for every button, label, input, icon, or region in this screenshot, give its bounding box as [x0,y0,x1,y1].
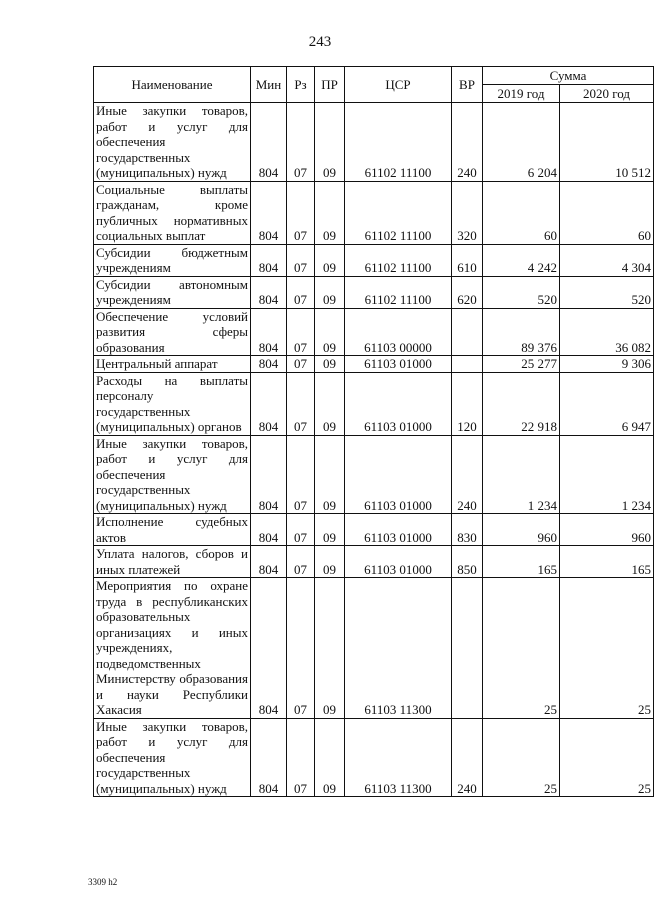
cell-min: 804 [251,181,287,244]
table-row [94,356,654,373]
cell-rz: 07 [287,514,315,546]
cell-pr: 09 [315,718,345,797]
cell-2020: 10 512 [560,103,654,182]
cell-csr: 61103 01000 [345,435,452,514]
table-row [94,244,654,276]
cell-vr: 620 [452,276,483,308]
cell-name: Обеспечение условий развития сферы образования [94,308,251,356]
cell-2019: 25 [483,578,560,719]
cell-min: 804 [251,546,287,578]
cell-2019: 960 [483,514,560,546]
cell-name: Уплата налогов, сборов и иных платежей [94,546,251,578]
cell-name: Мероприятия по охране труда в республиканских образовательных организациях и иных учреждениях, подведомственных Министерству образования и науки Республики Хакасия [94,578,251,719]
cell-min: 804 [251,103,287,182]
cell-rz: 07 [287,718,315,797]
cell-min: 804 [251,718,287,797]
cell-rz: 07 [287,546,315,578]
cell-rz: 07 [287,103,315,182]
cell-vr [452,356,483,373]
cell-2020: 36 082 [560,308,654,356]
cell-2019: 25 277 [483,356,560,373]
footer-code: 3309 h2 [88,877,118,887]
cell-csr: 61102 11100 [345,244,452,276]
cell-2020: 4 304 [560,244,654,276]
cell-csr: 61103 11300 [345,718,452,797]
header-rz: Рз [287,67,315,103]
cell-rz: 07 [287,372,315,435]
cell-2020: 960 [560,514,654,546]
budget-table-container [93,66,653,797]
cell-2020: 60 [560,181,654,244]
cell-2019: 165 [483,546,560,578]
cell-vr: 240 [452,435,483,514]
header-row [94,67,654,85]
cell-name: Центральный аппарат [94,356,251,373]
cell-csr: 61102 11100 [345,103,452,182]
cell-2020: 165 [560,546,654,578]
cell-2020: 9 306 [560,356,654,373]
table-row [94,435,654,514]
cell-2019: 1 234 [483,435,560,514]
table-row [94,546,654,578]
cell-vr: 610 [452,244,483,276]
header-vr: ВР [452,67,483,103]
cell-pr: 09 [315,435,345,514]
header-2019: 2019 год [483,85,560,103]
cell-pr: 09 [315,578,345,719]
cell-vr: 240 [452,718,483,797]
cell-2020: 25 [560,718,654,797]
cell-name: Расходы на выплаты персоналу государственных (муниципальных) органов [94,372,251,435]
cell-min: 804 [251,372,287,435]
header-sum: Сумма [483,67,654,85]
header-pr: ПР [315,67,345,103]
cell-vr: 830 [452,514,483,546]
cell-min: 804 [251,435,287,514]
cell-rz: 07 [287,356,315,373]
table-row [94,514,654,546]
cell-vr: 120 [452,372,483,435]
cell-min: 804 [251,578,287,719]
cell-csr: 61102 11100 [345,276,452,308]
cell-2020: 25 [560,578,654,719]
cell-2019: 89 376 [483,308,560,356]
cell-pr: 09 [315,244,345,276]
cell-csr: 61103 01000 [345,546,452,578]
page-number: 243 [308,34,332,50]
cell-2020: 520 [560,276,654,308]
cell-2019: 60 [483,181,560,244]
cell-rz: 07 [287,276,315,308]
cell-rz: 07 [287,308,315,356]
table-row [94,181,654,244]
cell-rz: 07 [287,181,315,244]
cell-pr: 09 [315,181,345,244]
cell-2019: 4 242 [483,244,560,276]
cell-min: 804 [251,356,287,373]
header-min: Мин [251,67,287,103]
table-row [94,103,654,182]
cell-2019: 22 918 [483,372,560,435]
cell-min: 804 [251,276,287,308]
cell-pr: 09 [315,546,345,578]
cell-rz: 07 [287,244,315,276]
header-name: Наименование [94,67,251,103]
cell-pr: 09 [315,372,345,435]
cell-name: Субсидии бюджетным учреждениям [94,244,251,276]
cell-name: Иные закупки товаров, работ и услуг для обеспечения государственных (муниципальных) нужд [94,103,251,182]
budget-table [93,66,654,797]
cell-csr: 61102 11100 [345,181,452,244]
cell-name: Субсидии автономным учреждениям [94,276,251,308]
cell-name: Исполнение судебных актов [94,514,251,546]
cell-2019: 520 [483,276,560,308]
cell-csr: 61103 01000 [345,514,452,546]
table-row [94,578,654,719]
cell-name: Иные закупки товаров, работ и услуг для обеспечения государственных (муниципальных) нужд [94,718,251,797]
cell-2020: 6 947 [560,372,654,435]
cell-name: Социальные выплаты гражданам, кроме публичных нормативных социальных выплат [94,181,251,244]
cell-2020: 1 234 [560,435,654,514]
table-row [94,276,654,308]
cell-csr: 61103 11300 [345,578,452,719]
cell-min: 804 [251,308,287,356]
header-csr: ЦСР [345,67,452,103]
table-row [94,308,654,356]
cell-pr: 09 [315,103,345,182]
cell-vr: 240 [452,103,483,182]
cell-vr: 850 [452,546,483,578]
cell-pr: 09 [315,356,345,373]
cell-csr: 61103 00000 [345,308,452,356]
cell-pr: 09 [315,308,345,356]
cell-csr: 61103 01000 [345,372,452,435]
cell-pr: 09 [315,276,345,308]
cell-name: Иные закупки товаров, работ и услуг для обеспечения государственных (муниципальных) нужд [94,435,251,514]
cell-2019: 25 [483,718,560,797]
header-2020: 2020 год [560,85,654,103]
cell-rz: 07 [287,435,315,514]
cell-2019: 6 204 [483,103,560,182]
cell-csr: 61103 01000 [345,356,452,373]
table-row [94,372,654,435]
cell-vr: 320 [452,181,483,244]
cell-pr: 09 [315,514,345,546]
cell-min: 804 [251,514,287,546]
cell-vr [452,578,483,719]
cell-min: 804 [251,244,287,276]
table-row [94,718,654,797]
cell-rz: 07 [287,578,315,719]
cell-vr [452,308,483,356]
